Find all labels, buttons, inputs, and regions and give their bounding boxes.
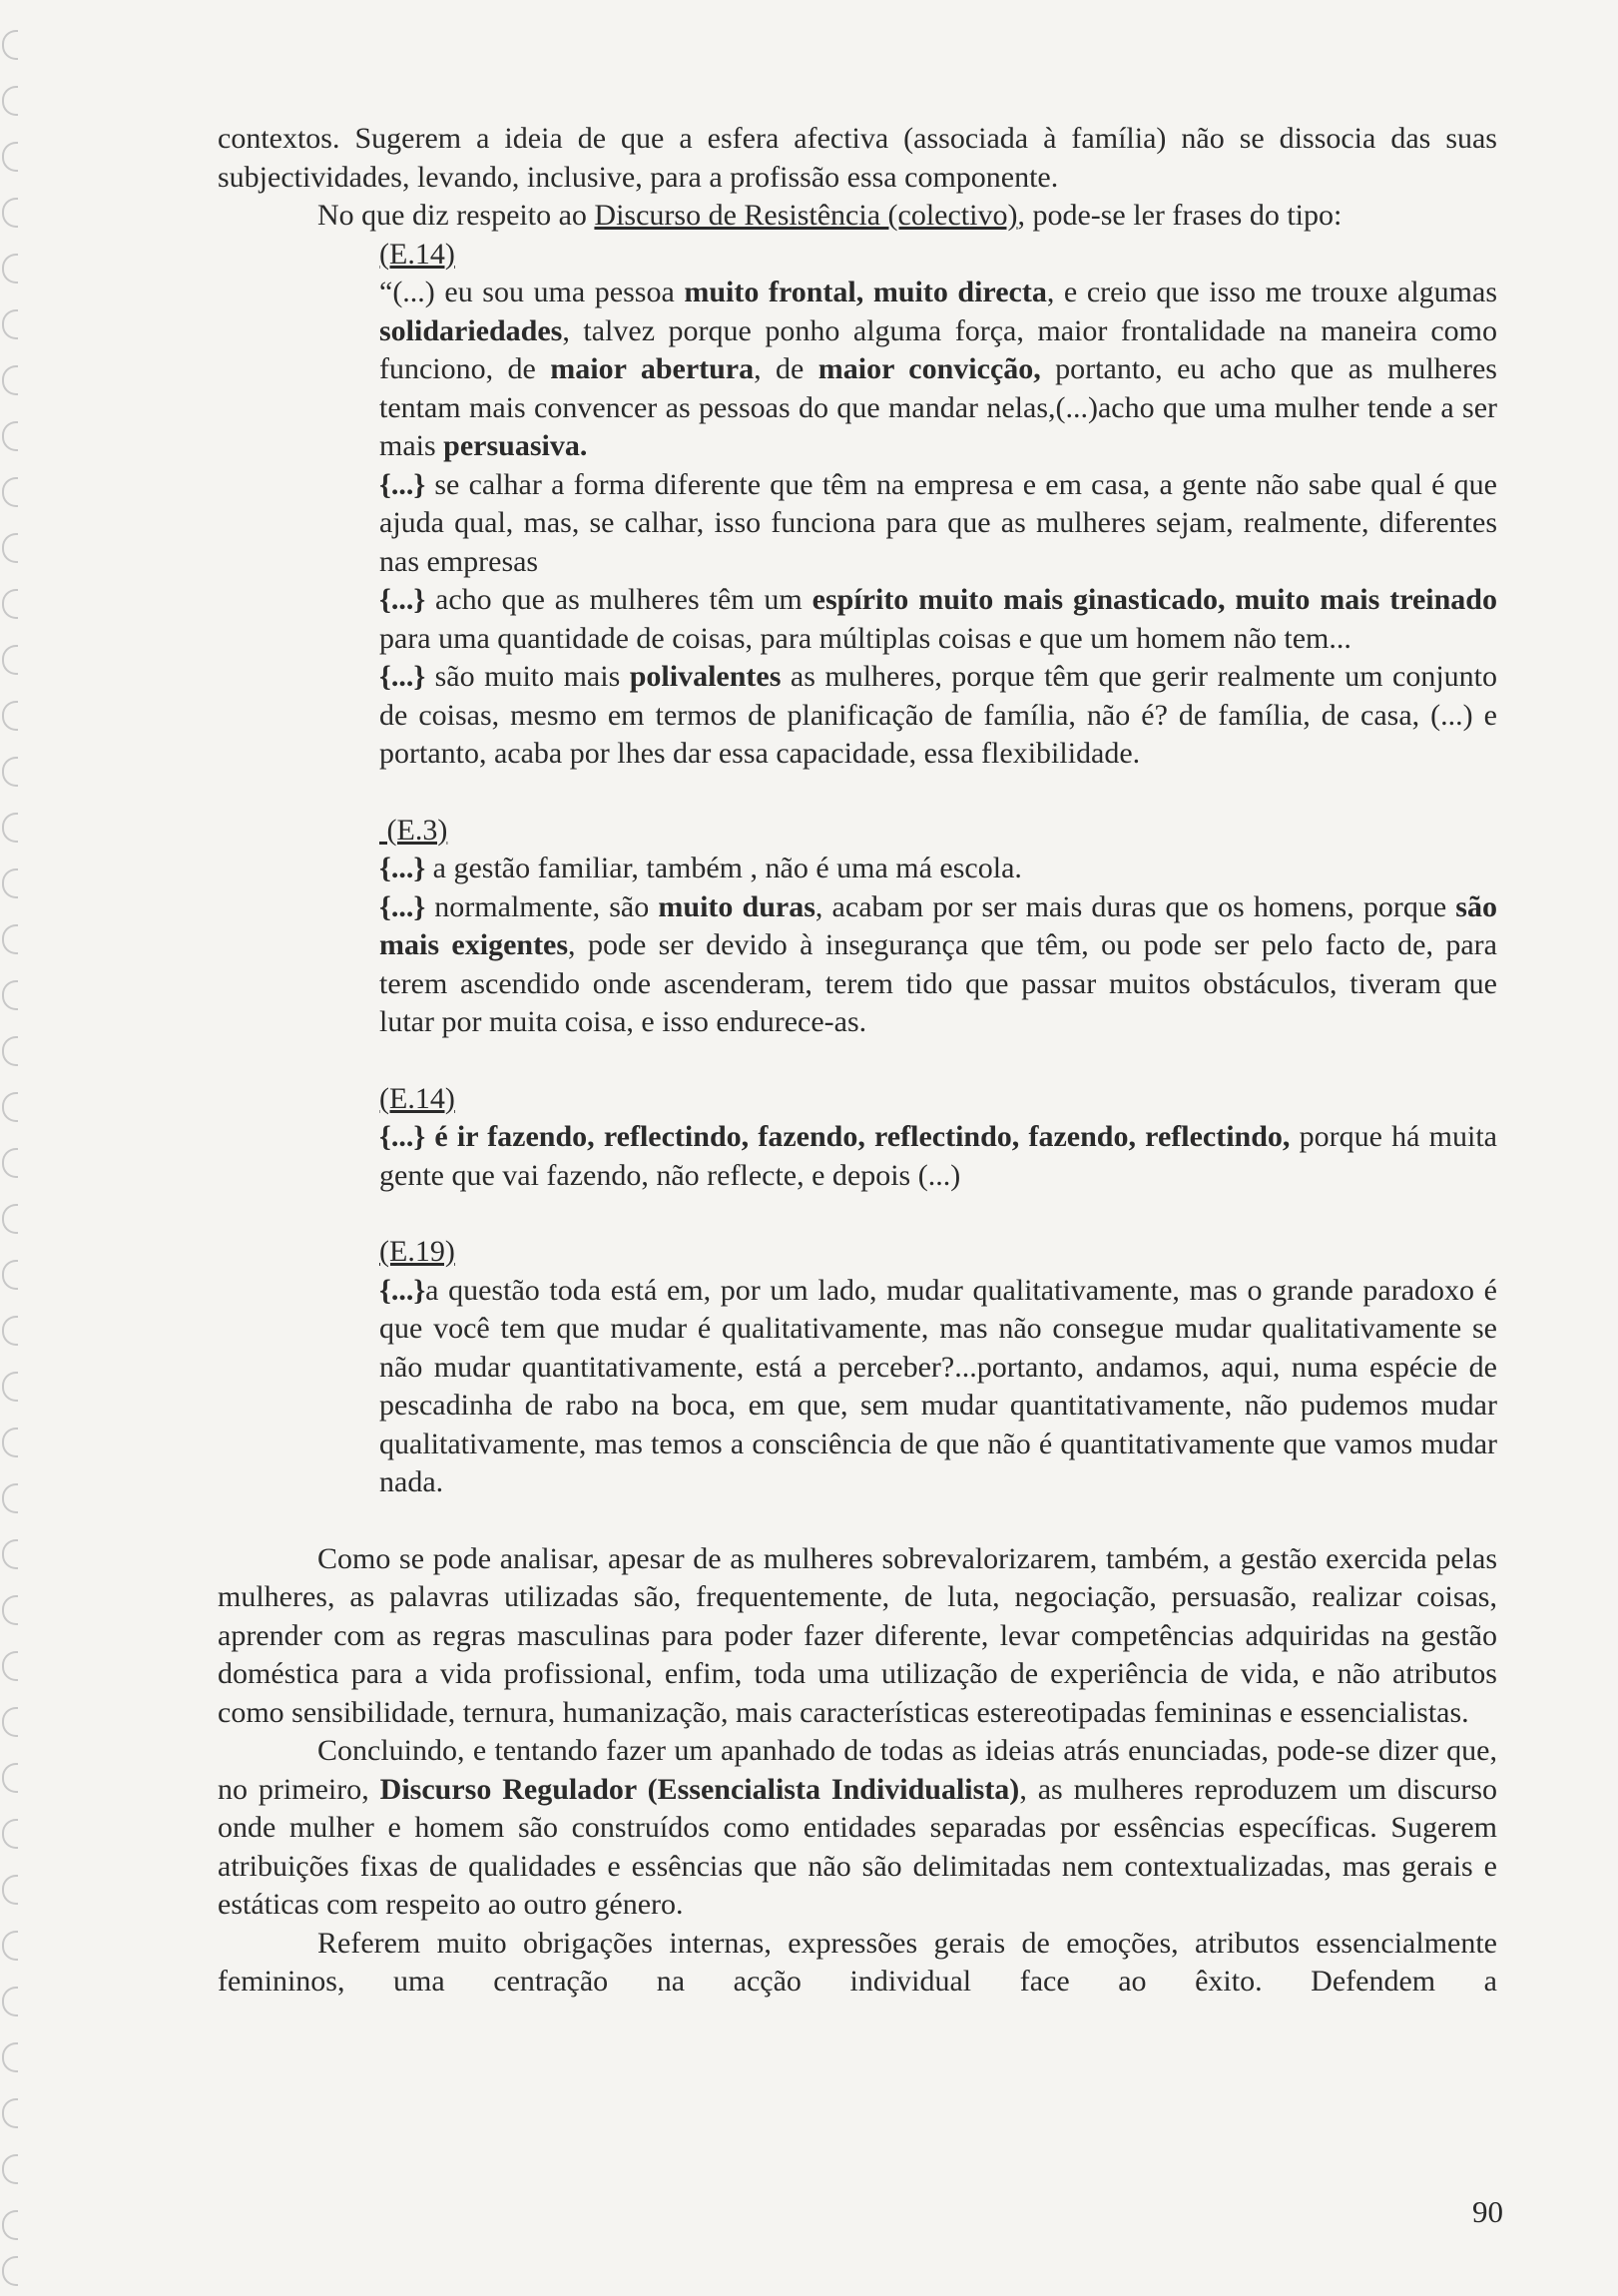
regulator-discourse-term: Discurso Regulador (Essencialista Individualista) [379, 1772, 1020, 1806]
quote-paragraph: {...} acho que as mulheres têm um espírito muito mais ginasticado, muito mais treinado para uma quantidade de coisas, para múltiplas coisas e que um homem não tem... [379, 583, 1497, 655]
interview-ref-e14: (E.14) [379, 237, 455, 271]
spiral-binding [0, 0, 26, 2296]
interview-ref-e3: (E.3) [379, 813, 448, 847]
conclusion-paragraph: Referem muito obrigações internas, expressões gerais de emoções, atributos essencialmente femininos, uma centração na acção individual face ao êxito. Defendem a [218, 1926, 1497, 1998]
conclusion-paragraph: Concluindo, e tentando fazer um apanhado de todas as ideias atrás enunciadas, pode-se dizer que, no primeiro, Discurso Regulador (Essencialista Individualista), as mulheres reproduzem um discurso onde mulher e homem são construídos como entidades separadas por essências específicas. Sugerem atribuições fixas de qualidades e essências que não são delimitadas nem contextualizadas, mas gerais e estáticas com respeito ao outro género. [218, 1734, 1497, 1921]
quote-paragraph: {...} são muito mais polivalentes as mulheres, porque têm que gerir realmente um conjunto de coisas, mesmo em termos de planificação de família, não é? de família, de casa, (...) e portanto, acaba por lhes dar essa capacidade, essa flexibilidade. [379, 660, 1497, 770]
quote-paragraph: “(...) eu sou uma pessoa muito frontal, muito directa, e creio que isso me trouxe algumas solidariedades, talvez porque ponho alguma força, maior frontalidade na maneira como funciono, de maior abertura, de maior convicção, portanto, eu acho que as mulheres tentam mais convencer as pessoas do que mandar nelas,(...)acho que uma mulher tende a ser mais persuasiva. [379, 276, 1498, 462]
interview-ref-e14: (E.14) [379, 1081, 455, 1115]
page-number: 90 [1472, 2194, 1503, 2229]
intro-paragraph: contextos. Sugerem a ideia de que a esfera afectiva (associada à família) não se dissocia das suas subjectividades, levando, inclusive, para a profissão essa componente. [218, 122, 1497, 194]
quote-paragraph: {...} normalmente, são muito duras, acabam por ser mais duras que os homens, porque são mais exigentes, pode ser devido à insegurança que têm, ou pode ser pelo facto de, para terem ascendido onde ascenderam, terem tido que passar muitos obstáculos, tiveram que lutar por muita coisa, e isso endurece-as. [379, 889, 1497, 1038]
quote-paragraph: {...} é ir fazendo, reflectindo, fazendo, reflectindo, fazendo, reflectindo, porque há muita gente que vai fazendo, não reflecte, e depois (...) [379, 1120, 1497, 1192]
quote-paragraph: {...}a questão toda está em, por um lado, mudar qualitativamente, mas o grande paradoxo é que você tem que mudar é qualitativamente, mas não consegue mudar qualitativamente se não mudar quantitativamente, está a perceber?...portanto, andamos, aqui, numa espécie de pescadinha de rabo na boca, em que, sem mudar quantitativamente, não pudemos mudar qualitativamente, mas temos a consciência de que não é quantitativamente que vamos mudar nada. [379, 1273, 1497, 1498]
resistance-discourse-term: Discurso de Resistência (colectivo) [594, 199, 1018, 232]
intro-resistance-paragraph: No que diz respeito ao Discurso de Resistência (colectivo), pode-se ler frases do tipo: [317, 199, 1343, 232]
conclusion-paragraph: Como se pode analisar, apesar de as mulheres sobrevalorizarem, também, a gestão exercida pelas mulheres, as palavras utilizadas são, frequentemente, de luta, negociação, persuasão, realizar coisas, aprender com as regras masculinas para poder fazer diferente, levar competências adquiridas na gestão doméstica para a vida profissional, enfim, toda uma utilização de experiência de vida, e não atributos como sensibilidade, ternura, humanização, mais características estereotipadas femininas e essencialistas. [218, 1541, 1497, 1729]
body-text [218, 120, 1497, 2002]
quote-paragraph: {...} a gestão familiar, também , não é uma má escola. [379, 852, 1022, 884]
quote-paragraph: {...} se calhar a forma diferente que têm na empresa e em casa, a gente não sabe qual é que ajuda qual, mas, se calhar, isso funciona para que as mulheres sejam, realmente, diferentes nas empresas [379, 467, 1497, 578]
interview-ref-e19: (E.19) [379, 1235, 455, 1268]
